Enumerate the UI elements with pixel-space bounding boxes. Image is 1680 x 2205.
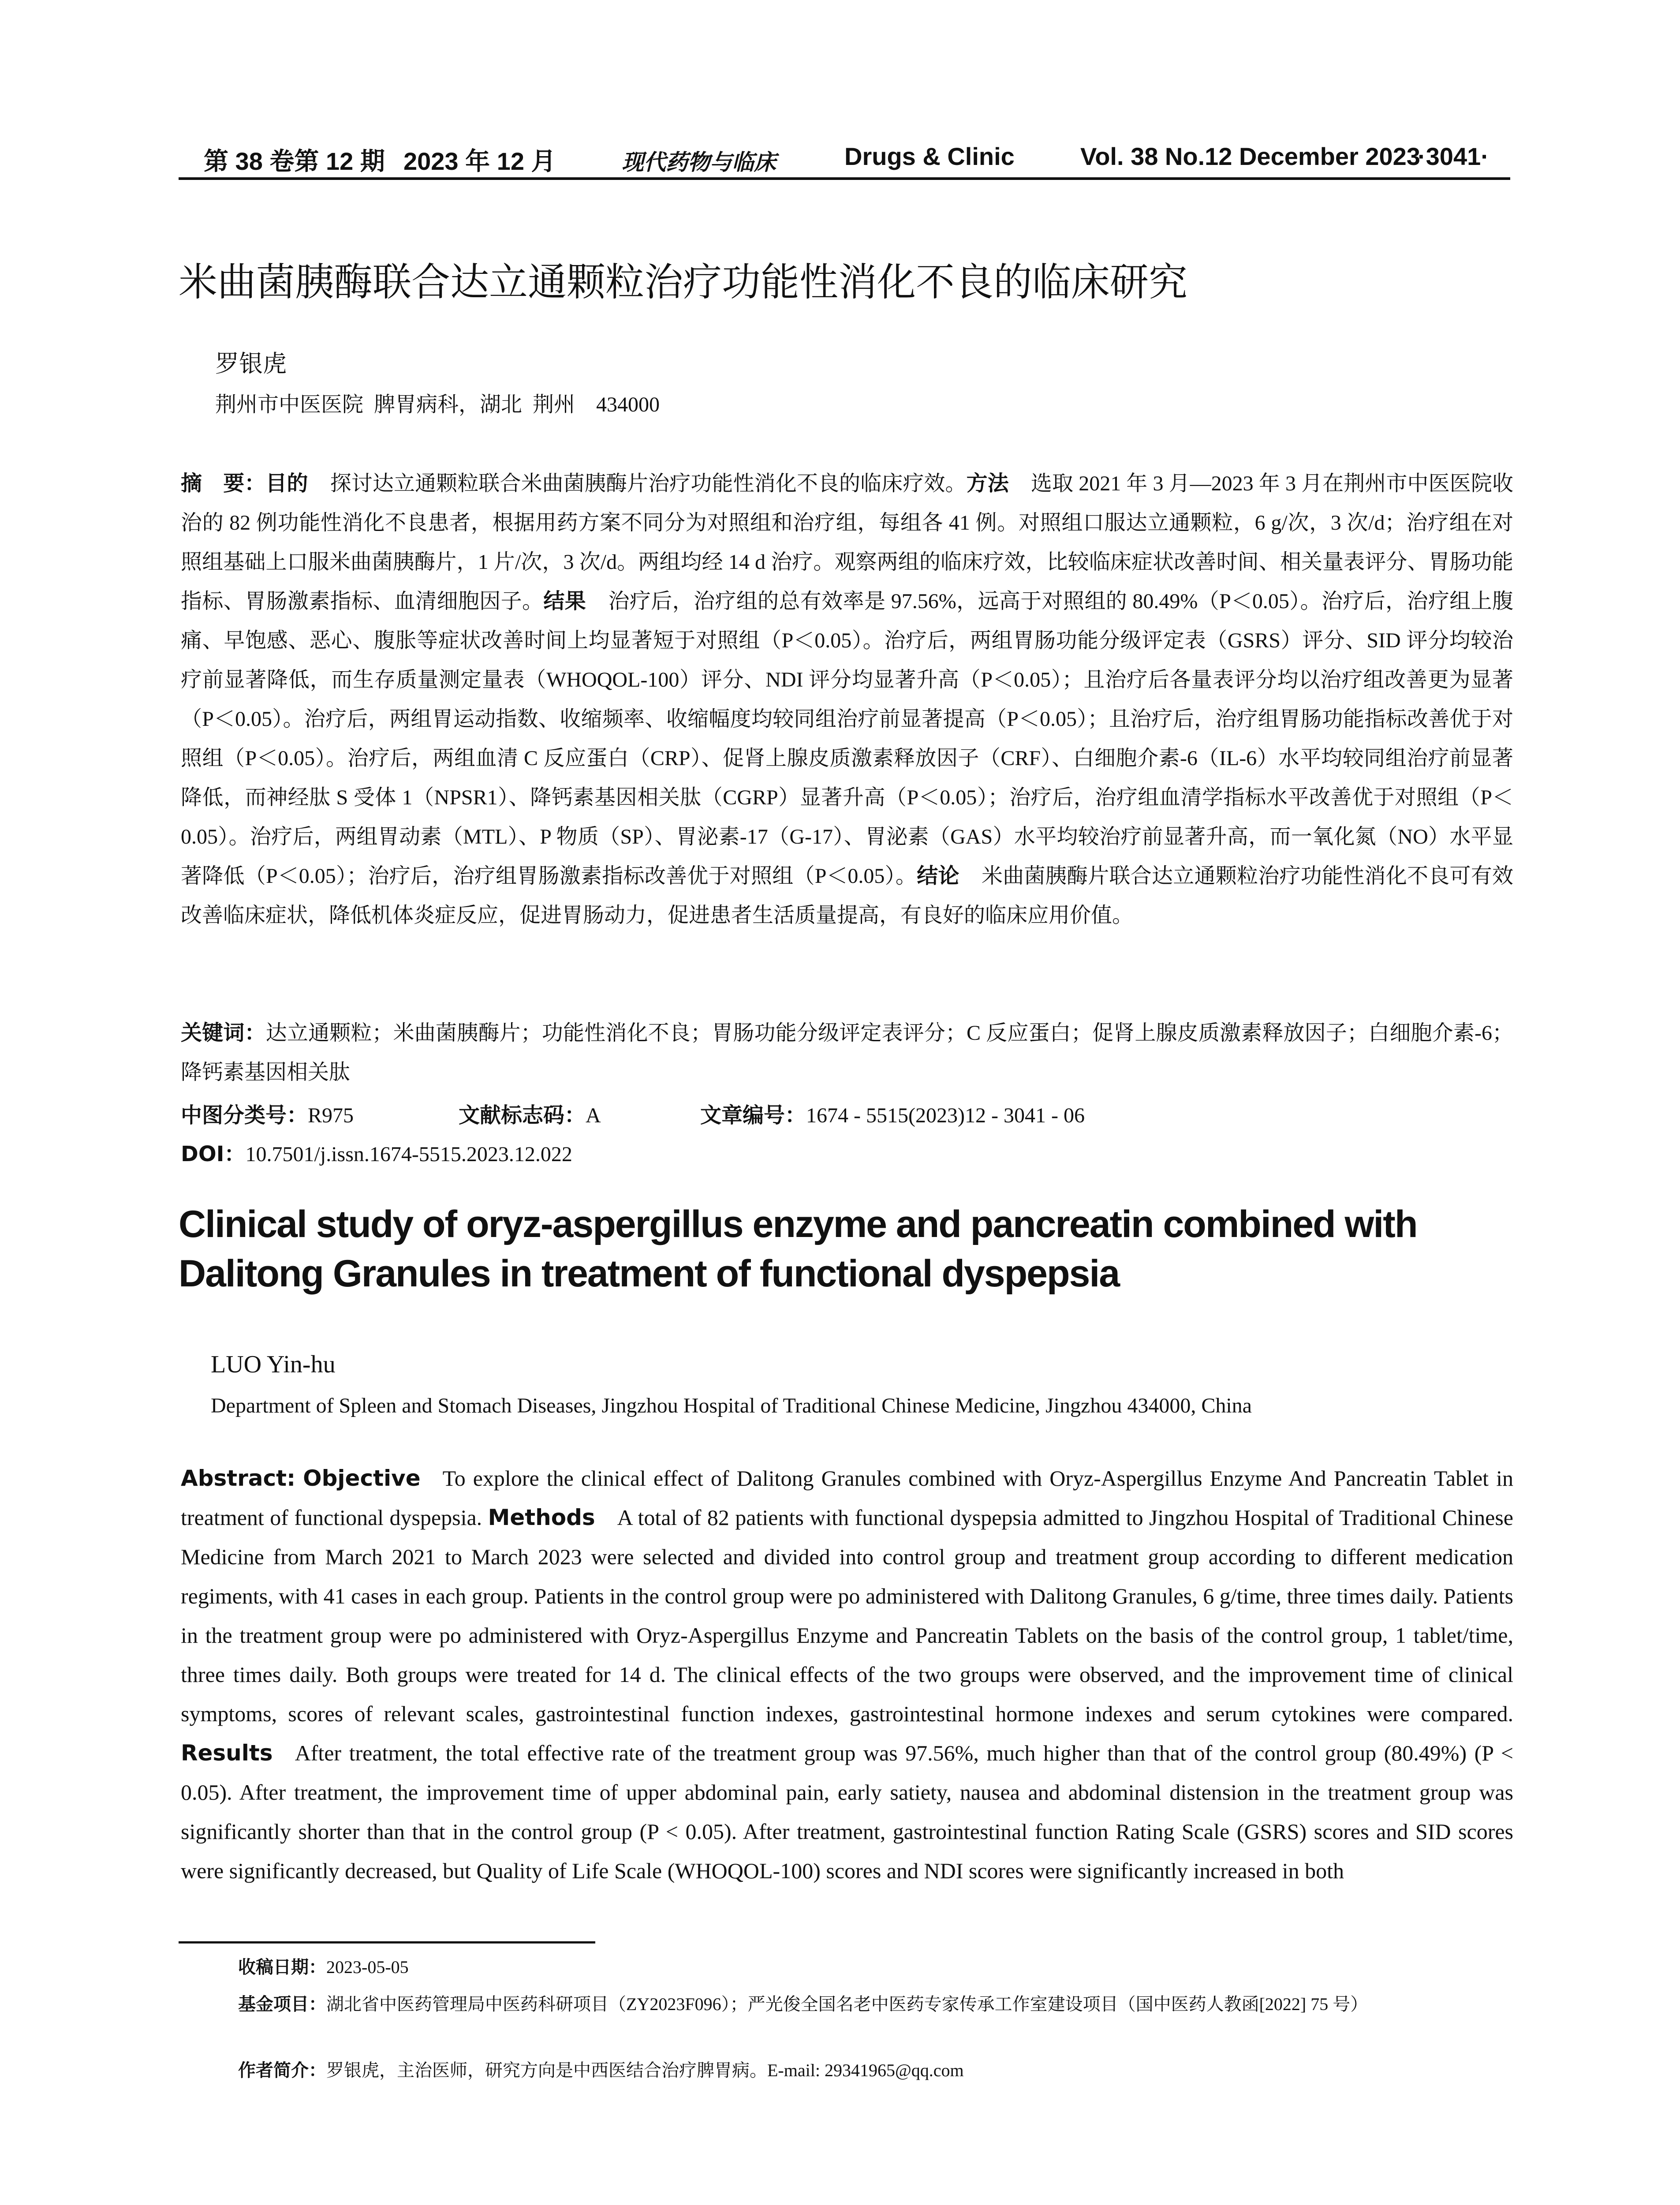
footnote-author	[238, 2056, 964, 2085]
conclusion-label-cn: 结论	[917, 863, 959, 888]
header-volume-en: Vol. 38 No.12 December 2023	[1080, 142, 1420, 170]
methods-label-cn: 方法	[966, 471, 1009, 496]
clc-label: 中图分类号：	[181, 1103, 308, 1128]
received-value: 2023-05-05	[326, 1957, 409, 1977]
abstract-cn	[181, 464, 1513, 935]
article-no-value: 1674 - 5515(2023)12 - 3041 - 06	[806, 1104, 1085, 1127]
footnote-rule	[179, 1941, 595, 1943]
article-title-en: Clinical study of oryz-aspergillus enzyme and pancreatin combined with Dalitong Granules in treatment of functional dyspepsia	[179, 1203, 1417, 1295]
results-text-cn: 治疗后，治疗组的总有效率是 97.56%，远高于对照组的 80.49%（P＜0.05）。治疗后，治疗组上腹痛、早饱感、恶心、腹胀等症状改善时间上均显著短于对照组（P＜0.05）。治疗后，两组胃肠功能分级评定表（GSRS）评分、SID 评分均较治疗前显著降低，而生存质量测定量表（WHOQOL-100）评分、NDI 评分均显著升高（P＜0.05）；且治疗后各量表评分均以治疗组改善更为显著（P＜0.05）。治疗后，两组胃运动指数、收缩频率、收缩幅度均较同组治疗前显著提高（P＜0.05）；且治疗后，治疗组胃肠功能指标改善优于对照组（P＜0.05）。治疗后，两组血清 C 反应蛋白（CRP）、促肾上腺皮质激素释放因子（CRF）、白细胞介素-6（IL-6）水平均较同组治疗前显著降低，而神经肽 S 受体 1（NPSR1）、降钙素基因相关肽（CGRP）显著升高（P＜0.05）；治疗后，治疗组血清学指标水平改善优于对照组（P＜0.05）。治疗后，两组胃动素（MTL）、P 物质（SP）、胃泌素-17（G-17）、胃泌素（GAS）水平均较治疗前显著升高，而一氧化氮（NO）水平显著降低（P＜0.05）；治疗后，治疗组胃肠激素指标改善优于对照组（P＜0.05）。	[181, 590, 1513, 888]
author-bio-label: 作者简介：	[238, 2060, 326, 2081]
author-bio-value: 罗银虎，主治医师，研究方向是中西医结合治疗脾胃病。E-mail: 29341965@qq.com	[326, 2060, 964, 2080]
objective-text-en: To explore the clinical effect of Dalitong Granules combined with Oryz-Aspergillus Enzyme And Pancreatin Tablet in treatment of functional dyspepsia.	[181, 1466, 1513, 1530]
affiliation-en: Department of Spleen and Stomach Diseases, Jingzhou Hospital of Traditional Chinese Medicine, Jingzhou 434000, China	[211, 1394, 1252, 1417]
conclusion-text-cn: 米曲菌胰酶片联合达立通颗粒治疗功能性消化不良可有效改善临床症状，降低机体炎症反应，促进胃肠动力，促进患者生活质量提高，有良好的临床应用价值。	[181, 864, 1513, 927]
methods-text-cn: 选取 2021 年 3 月—2023 年 3 月在荆州市中医医院收治的 82 例功能性消化不良患者，根据用药方案不同分为对照组和治疗组，每组各 41 例。对照组口服达立通颗粒，6 g/次，3 次/d；治疗组在对照组基础上口服米曲菌胰酶片，1 片/次，3 次/d。两组均经 14 d 治疗。观察两组的临床疗效，比较临床症状改善时间、相关量表评分、胃肠功能指标、胃肠激素指标、血清细胞因子。	[181, 472, 1513, 613]
doi-line	[181, 1137, 572, 1167]
article-number-line	[700, 1098, 1085, 1129]
results-text-en: After treatment, the total effective rate of the treatment group was 97.56%, much higher than that of the control group (80.49%) (P < 0.05). After treatment, the improvement time of upper abdominal pain, early satiety, nausea and abdominal distension in the treatment group was significantly shorter than that in the control group (P < 0.05). After treatment, gastrointestinal function Rating Scale (GSRS) scores and SID scores were significantly decreased, but Quality of Life Scale (WHOQOL-100) scores and NDI scores were significantly increased in both	[181, 1741, 1513, 1883]
doi-value: 10.7501/j.issn.1674-5515.2023.12.022	[245, 1143, 572, 1166]
classification-line	[181, 1098, 354, 1129]
fund-label: 基金项目：	[238, 1994, 326, 2014]
doccode-value: A	[586, 1104, 601, 1127]
objective-text-cn: 探讨达立通颗粒联合米曲菌胰酶片治疗功能性消化不良的临床疗效。	[330, 472, 967, 495]
header-rule	[179, 177, 1510, 180]
clc-value: R975	[308, 1104, 354, 1127]
received-label: 收稿日期：	[238, 1957, 326, 1977]
footnote-fund	[238, 1990, 1517, 2019]
doccode-label: 文献标志码：	[459, 1103, 586, 1128]
methods-label-en: Methods	[488, 1505, 595, 1530]
results-label-cn: 结果	[543, 589, 586, 613]
keywords-text-cn: 达立通颗粒；米曲菌胰酶片；功能性消化不良；胃肠功能分级评定表评分；C 反应蛋白；促肾上腺皮质激素释放因子；白细胞介素-6；降钙素基因相关肽	[181, 1021, 1513, 1084]
header-journal-en: Drugs & Clinic	[844, 142, 1015, 170]
author-cn: 罗银虎	[215, 351, 287, 377]
header-page-number: ·3041·	[1418, 142, 1489, 170]
results-label-en: Results	[181, 1740, 273, 1766]
keywords-cn	[181, 1013, 1513, 1092]
article-title-cn: 米曲菌胰酶联合达立通颗粒治疗功能性消化不良的临床研究	[179, 259, 1188, 305]
affiliation-cn: 荆州市中医医院 脾胃病科，湖北 荆州 434000	[215, 393, 660, 416]
abstract-label-cn: 摘 要：	[181, 471, 266, 496]
author-en: LUO Yin-hu	[211, 1351, 336, 1378]
header-journal-cn: 现代药物与临床	[622, 149, 776, 175]
abstract-en	[181, 1459, 1513, 1891]
keywords-label-cn: 关键词：	[181, 1020, 266, 1045]
objective-label-en: Objective	[303, 1465, 421, 1491]
article-no-label: 文章编号：	[700, 1103, 806, 1128]
footnote-received	[238, 1953, 409, 1982]
document-code-line	[459, 1098, 601, 1129]
header-date-cn: 2023 年 12 月	[403, 147, 556, 175]
doi-label: DOI：	[181, 1142, 246, 1166]
fund-value: 湖北省中医药管理局中医药科研项目（ZY2023F096）；严光俊全国名老中医药专家传承工作室建设项目（国中医药人教函[2022] 75 号）	[326, 1994, 1368, 2014]
methods-text-en: A total of 82 patients with functional dyspepsia admitted to Jingzhou Hospital of Traditional Chinese Medicine from March 2021 to March 2023 were selected and divided into control group and treatment group according to different medication regiments, with 41 cases in each group. Patients in the control group were po administered with Dalitong Granules, 6 g/time, three times daily. Patients in the treatment group were po administered with Oryz-Aspergillus Enzyme and Pancreatin Tablets on the basis of the control group, 1 tablet/time, three times daily. Both groups were treated for 14 d. The clinical effects of the two groups were observed, and the improvement time of clinical symptoms, scores of relevant scales, gastrointestinal function indexes, gastrointestinal hormone indexes and serum cytokines were compared.	[181, 1505, 1513, 1726]
abstract-label-en: Abstract:	[181, 1465, 296, 1491]
header-volume-cn: 第 38 卷第 12 期	[204, 147, 385, 175]
objective-label-cn: 目的	[265, 471, 308, 496]
